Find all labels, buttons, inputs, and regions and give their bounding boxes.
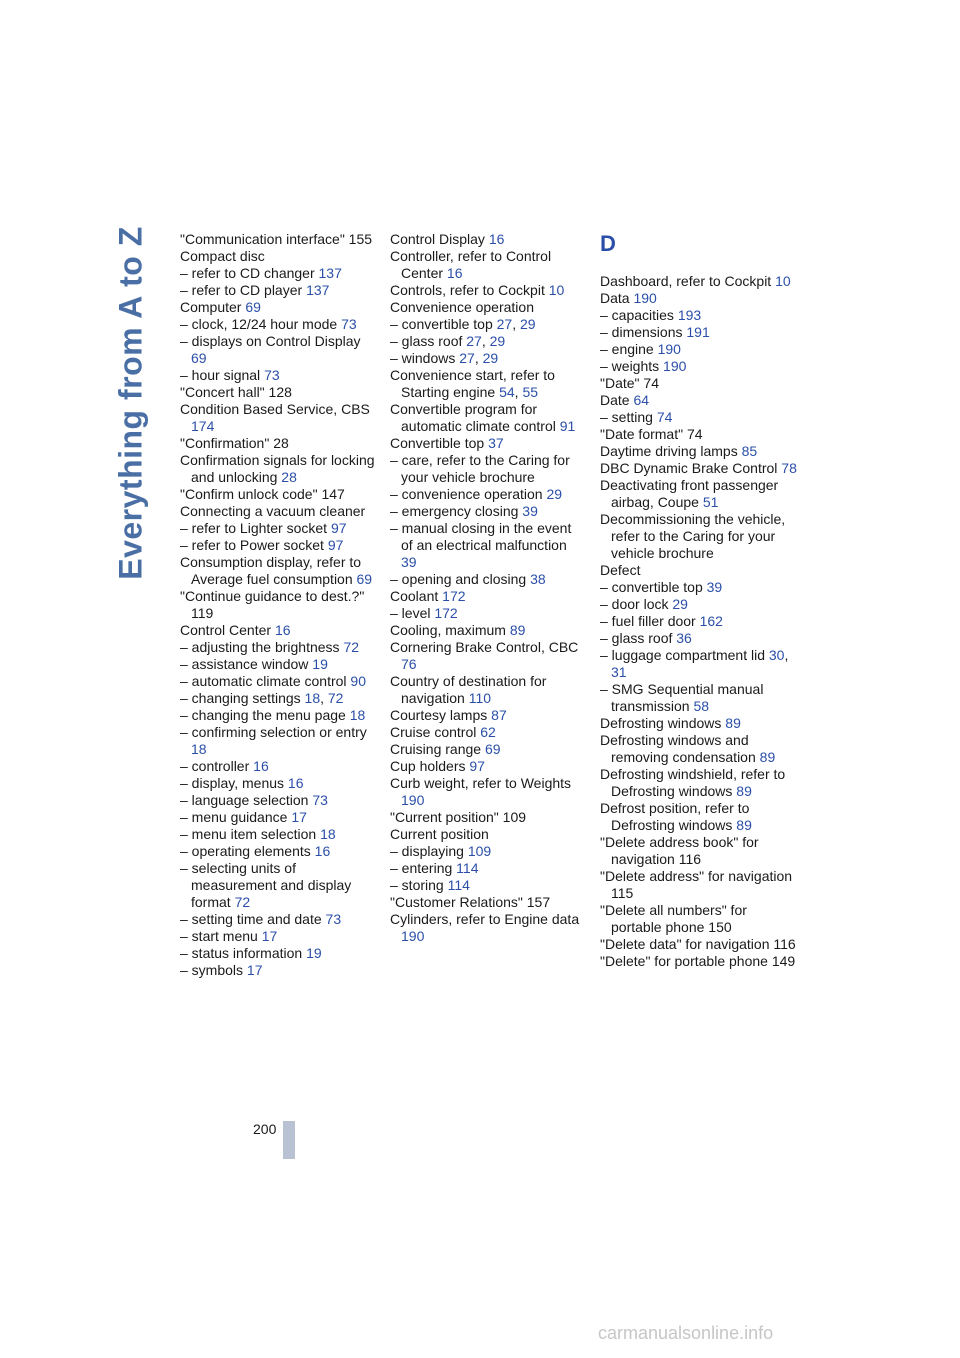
index-entry [600,715,800,732]
index-entry [180,707,375,724]
entry-text: "Confirm unlock code" 147 [180,486,345,502]
entry-text: Convenience operation [390,299,534,315]
entry-text: – changing the menu page [180,707,346,723]
index-entry [180,333,375,367]
index-entry [180,809,375,826]
index-entry [180,316,375,333]
page-reference-link[interactable]: 19 [312,656,328,672]
index-entry [180,384,375,401]
entry-text: – refer to CD player [180,282,303,298]
page-reference-link[interactable]: 29 [489,333,506,349]
entry-text: – setting time and date [180,911,322,927]
page-reference-link[interactable]: 73 [312,792,328,808]
index-entry [390,707,585,724]
index-entry [180,775,375,792]
index-entry [390,452,585,486]
entry-text: – symbols [180,962,244,978]
page-reference-link[interactable]: 97 [327,537,344,553]
entry-text: Compact disc [180,248,265,264]
page-reference-link[interactable]: 16 [488,231,505,247]
page-reference-link[interactable]: 18 [191,741,207,757]
index-entry [180,826,375,843]
entry-text: Country of destination for navigation [390,673,547,706]
index-entry [600,460,800,477]
page-reference-link[interactable]: 18 [349,707,366,723]
index-entry [180,962,375,979]
letter-heading: D [600,231,616,256]
entry-text: "Delete data" for navigation 116 [600,936,796,952]
entry-text: Cooling, maximum [390,622,506,638]
index-entry [390,724,585,741]
entry-text: "Delete all numbers" for portable phone 150 [600,902,747,935]
entry-text: – menu guidance [180,809,288,825]
index-entry [390,486,585,503]
entry-text: – glass roof [390,333,463,349]
entry-text: – display, menus [180,775,285,791]
index-entry [180,503,375,520]
entry-text: – operating elements [180,843,311,859]
entry-text: Deactivating front passenger airbag, Coupe [600,477,779,510]
index-entry: – glass roof 27, 29 [390,333,506,349]
index-entry [390,248,585,282]
entry-text: "Continue guidance to dest.?" 119 [180,588,365,621]
page-reference-link[interactable]: 110 [468,690,492,706]
index-entry [600,953,800,970]
index-entry [600,766,800,800]
index-entry [390,911,585,945]
page-reference-link[interactable]: 174 [191,418,215,434]
page-reference-link[interactable]: 29 [519,316,536,332]
page-reference-link[interactable]: 76 [401,656,417,672]
page-reference-link[interactable]: 69 [484,741,501,757]
index-entry [180,792,375,809]
index-entry [180,248,375,265]
page-reference-link[interactable]: 17 [291,809,307,825]
entry-text: Defect [600,562,641,578]
entry-text: – manual closing in the event of an electrical malfunction [390,520,572,553]
index-entry [390,282,585,299]
entry-text: Courtesy lamps [390,707,488,723]
page-reference-link[interactable]: 190 [657,341,681,357]
page-reference-link[interactable]: 58 [693,698,710,714]
index-entry: – convertible top 27, 29 [390,316,536,332]
index-entry [600,477,800,511]
index-entry [600,443,800,460]
index-entry [180,520,375,537]
index-entry [600,273,800,290]
entry-text: Connecting a vacuum cleaner [180,503,366,519]
index-entry [180,758,375,775]
entry-text: Daytime driving lamps [600,443,738,459]
page-reference-link[interactable]: 16 [287,775,304,791]
watermark: carmanualsonline.info [598,1323,774,1343]
page-reference-link[interactable]: 162 [699,613,723,629]
index-entry [390,741,585,758]
page-reference-link[interactable]: 39 [522,503,538,519]
page-reference-link[interactable]: 72 [234,894,251,910]
index-entry [600,341,800,358]
index-entry [600,290,800,307]
index-entry [600,902,800,936]
index-entry [180,435,375,452]
page-reference-link[interactable]: 193 [677,307,702,323]
entry-text: – fuel filler door [600,613,696,629]
entry-text: – opening and closing [390,571,527,587]
page-reference-link[interactable]: 16 [446,265,463,281]
index-entry [390,622,585,639]
index-entry [390,605,585,622]
index-entry [600,936,800,953]
page-reference-link[interactable]: 69 [191,350,207,366]
entry-text: Convertible program for automatic climate control [390,401,556,434]
index-entry [180,367,375,384]
entry-text: Cornering Brake Control, CBC [390,639,579,655]
page-reference-link[interactable]: 191 [686,324,710,340]
entry-text: – engine [600,341,654,357]
entry-text: "Current position" 109 [390,809,527,825]
index-entry [180,265,375,282]
entry-text: – menu item selection [180,826,317,842]
page-reference-link[interactable]: 89 [725,715,741,731]
index-entry [600,358,800,375]
page-reference-link[interactable]: 10 [548,282,565,298]
entry-text: – glass roof [600,630,673,646]
index-entry [180,656,375,673]
entry-text: Defrosting windshield, refer to Defrosting windows [600,766,786,799]
entry-text: – selecting units of measurement and display format [180,860,352,910]
entry-text: – clock, 12/24 hour mode [180,316,338,332]
index-column-2 [390,231,585,945]
page-marker-bar [283,1121,295,1159]
entry-text: DBC Dynamic Brake Control [600,460,778,476]
page-reference-link[interactable]: 89 [736,783,752,799]
page-reference-link[interactable]: 91 [559,418,576,434]
entry-text: – luggage compartment lid [600,647,765,663]
index-entry [180,486,375,503]
index-entry [390,231,585,248]
index-entry [600,426,800,443]
entry-text: "Delete address book" for navigation 116 [600,834,759,867]
index-entry [180,299,375,316]
entry-text: – changing settings [180,690,301,706]
index-entry [390,588,585,605]
entry-text: Defrosting windows and removing condensation [600,732,756,765]
page-reference-link[interactable]: 29 [672,596,688,612]
page-reference-link[interactable]: 62 [480,724,496,740]
index-entry [390,758,585,775]
page-reference-link[interactable]: 97 [469,758,485,774]
page-reference-link[interactable]: 74 [656,409,673,425]
index-entry [600,562,800,579]
index-entry [390,860,585,877]
index-entry: – luggage compartment lid 30, 31 [600,647,789,680]
index-entry [180,843,375,860]
index-entry [180,554,375,588]
index-column-1 [180,231,375,979]
page-reference-link[interactable]: 190 [633,290,657,306]
entry-text: Curb weight, refer to Weights [390,775,572,791]
entry-text: – automatic climate control [180,673,347,689]
page-reference-link[interactable]: 72 [327,690,344,706]
page-reference-link[interactable]: 87 [491,707,507,723]
page-reference-link[interactable]: 18 [320,826,336,842]
index-entry [180,911,375,928]
page-reference-link[interactable]: 29 [546,486,563,502]
index-entry [600,324,800,341]
entry-text: "Concert hall" 128 [180,384,292,400]
index-entry [600,307,800,324]
entry-text: – adjusting the brightness [180,639,340,655]
index-entry [390,673,585,707]
index-entry [600,579,800,596]
index-entry [390,826,585,843]
entry-text: – confirming selection or entry [180,724,367,740]
page-reference-link[interactable]: 18 [304,690,321,706]
page-reference-link[interactable]: 69 [245,299,261,315]
entry-text: Convertible top [390,435,485,451]
index-entry [600,732,800,766]
page-reference-link[interactable]: 51 [702,494,719,510]
entry-text: Controller, refer to Control Center [390,248,552,281]
entry-text: – setting [600,409,653,425]
page-reference-link[interactable]: 36 [676,630,692,646]
side-title-text: Everything from A to Z [112,225,149,580]
page-reference-link[interactable]: 10 [775,273,791,289]
entry-text: – refer to Power socket [180,537,324,553]
page-reference-link[interactable]: 97 [330,520,347,536]
index-entry [180,928,375,945]
entry-text: – language selection [180,792,309,808]
entry-text: Consumption display, refer to Average fuel consumption [180,554,362,587]
entry-text: – SMG Sequential manual transmission [600,681,764,714]
index-entry: – changing settings 18, 72 [180,690,344,706]
entry-text: Condition Based Service, CBS [180,401,370,417]
entry-text: Coolant [390,588,439,604]
index-entry [390,571,585,588]
page-reference-link[interactable]: 89 [759,749,776,765]
page-reference-link[interactable]: 16 [253,758,269,774]
entry-text: – hour signal [180,367,261,383]
index-entry [600,375,800,392]
entry-text: "Communication interface" 155 [180,231,373,247]
entry-text: – storing [390,877,444,893]
entry-text: Cruising range [390,741,482,757]
page-reference-link[interactable]: 39 [706,579,723,595]
entry-text: – convenience operation [390,486,543,502]
index-entry [180,401,375,435]
page-reference-link[interactable]: 78 [781,460,797,476]
entry-text: – care, refer to the Caring for your vehicle brochure [390,452,570,485]
page-reference-link[interactable]: 17 [246,962,263,978]
page-reference-link[interactable]: 85 [741,443,758,459]
entry-text: – weights [600,358,660,374]
entry-text: Current position [390,826,489,842]
page-reference-link[interactable]: 114 [456,860,479,876]
entry-text: Computer [180,299,242,315]
page-reference-link[interactable]: 190 [401,792,425,808]
index-entry [180,537,375,554]
entry-text: – refer to CD changer [180,265,315,281]
index-entry [390,843,585,860]
entry-text: Confirmation signals for locking and unlocking [180,452,375,485]
page-reference-link[interactable]: 89 [509,622,526,638]
entry-text: "Date" 74 [600,375,659,391]
entry-text: – controller [180,758,250,774]
index-entry [180,639,375,656]
entry-text: – windows [390,350,456,366]
page-reference-link[interactable]: 39 [401,554,417,570]
entry-text: Defrost position, refer to Defrosting windows [600,800,750,833]
page-reference-link[interactable]: 190 [663,358,687,374]
entry-text: – capacities [600,307,674,323]
section-side-title [106,225,156,580]
page-reference-link[interactable]: 137 [306,282,330,298]
page-reference-link[interactable]: 30 [768,647,785,663]
index-entry [180,452,375,486]
entry-text: Data [600,290,630,306]
page-reference-link[interactable]: 16 [314,843,331,859]
page-reference-link[interactable]: 38 [530,571,546,587]
index-entry [600,511,800,562]
page-reference-link[interactable]: 64 [633,392,650,408]
entry-text: Cylinders, refer to Engine data [390,911,580,927]
page-reference-link[interactable]: 109 [467,843,492,859]
entry-text: Date [600,392,630,408]
entry-text: Dashboard, refer to Cockpit [600,273,772,289]
entry-text: – start menu [180,928,258,944]
index-entry [180,860,375,911]
page-reference-link[interactable]: 55 [522,384,539,400]
index-entry [600,681,800,715]
entry-text: Control Center [180,622,272,638]
index-entry [390,401,585,435]
entry-text: – level [390,605,431,621]
page-reference-link[interactable]: 29 [482,350,499,366]
index-entry [600,868,800,902]
index-entry [600,596,800,613]
entry-text: Cruise control [390,724,477,740]
index-entry: – windows 27, 29 [390,350,499,366]
entry-text: – emergency closing [390,503,519,519]
entry-text: – displays on Control Display [180,333,361,349]
index-entry [600,613,800,630]
entry-text: Controls, refer to Cockpit [390,282,545,298]
index-entry: Convenience start, refer to Starting engine 54, 55 [390,367,555,400]
entry-text: Control Display [390,231,485,247]
entry-text: – door lock [600,596,669,612]
entry-text: Convenience start, refer to Starting engine [390,367,555,400]
index-entry [180,945,375,962]
page-reference-link[interactable]: 54 [499,384,515,400]
index-entry [390,894,585,911]
entry-text: – convertible top [390,316,493,332]
entry-text: Defrosting windows [600,715,722,731]
index-entry [600,834,800,868]
entry-text: "Customer Relations" 157 [390,894,551,910]
index-entry [390,503,585,520]
entry-text: – assistance window [180,656,309,672]
index-entry [390,775,585,809]
page-reference-link[interactable]: 27 [459,350,475,366]
page-reference-link[interactable]: 190 [401,928,425,944]
page-reference-link[interactable]: 73 [341,316,357,332]
index-entry [600,392,800,409]
page-reference-link[interactable]: 172 [434,605,458,621]
entry-text: – dimensions [600,324,683,340]
entry-text: – convertible top [600,579,703,595]
index-entry [180,724,375,758]
page-reference-link[interactable]: 73 [325,911,342,927]
page-reference-link[interactable]: 90 [350,673,366,689]
index-entry [600,800,800,834]
entry-text: "Date format" 74 [600,426,703,442]
entry-text: – refer to Lighter socket [180,520,328,536]
index-entry [390,299,585,316]
index-entry [180,622,375,639]
index-entry [600,409,800,426]
entry-text: "Confirmation" 28 [180,435,289,451]
entry-text: Decommissioning the vehicle, refer to the Caring for your vehicle brochure [600,511,786,561]
index-entry [180,282,375,299]
index-entry [390,639,585,673]
entry-text: – displaying [390,843,464,859]
page-reference-link[interactable]: 31 [611,664,627,680]
entry-text: "Delete address" for navigation 115 [600,868,793,901]
page-reference-link[interactable]: 69 [356,571,373,587]
page-reference-link[interactable]: 137 [318,265,342,281]
index-entry [390,877,585,894]
entry-text: "Delete" for portable phone 149 [600,953,796,969]
page-reference-link[interactable]: 28 [281,469,297,485]
page-reference-link[interactable]: 16 [274,622,291,638]
entry-text: – status information [180,945,303,961]
index-entry [180,673,375,690]
index-entry [390,435,585,452]
page-reference-link[interactable]: 73 [264,367,280,383]
page-reference-link[interactable]: 27 [466,333,482,349]
entry-text: Cup holders [390,758,466,774]
entry-text: – entering [390,860,453,876]
page-number: 200 [253,1121,277,1137]
page-reference-link[interactable]: 72 [343,639,360,655]
page-reference-link[interactable]: 17 [261,928,278,944]
page-reference-link[interactable]: 19 [306,945,322,961]
index-entry [180,588,375,622]
index-entry [180,231,375,248]
page-reference-link[interactable]: 37 [488,435,504,451]
page-reference-link[interactable]: 27 [496,316,513,332]
index-entry [390,809,585,826]
page-reference-link[interactable]: 89 [736,817,752,833]
page-reference-link[interactable]: 114 [447,877,470,893]
index-column-3 [600,231,800,970]
index-entry [390,520,585,571]
index-entry [600,630,800,647]
page-reference-link[interactable]: 172 [442,588,466,604]
